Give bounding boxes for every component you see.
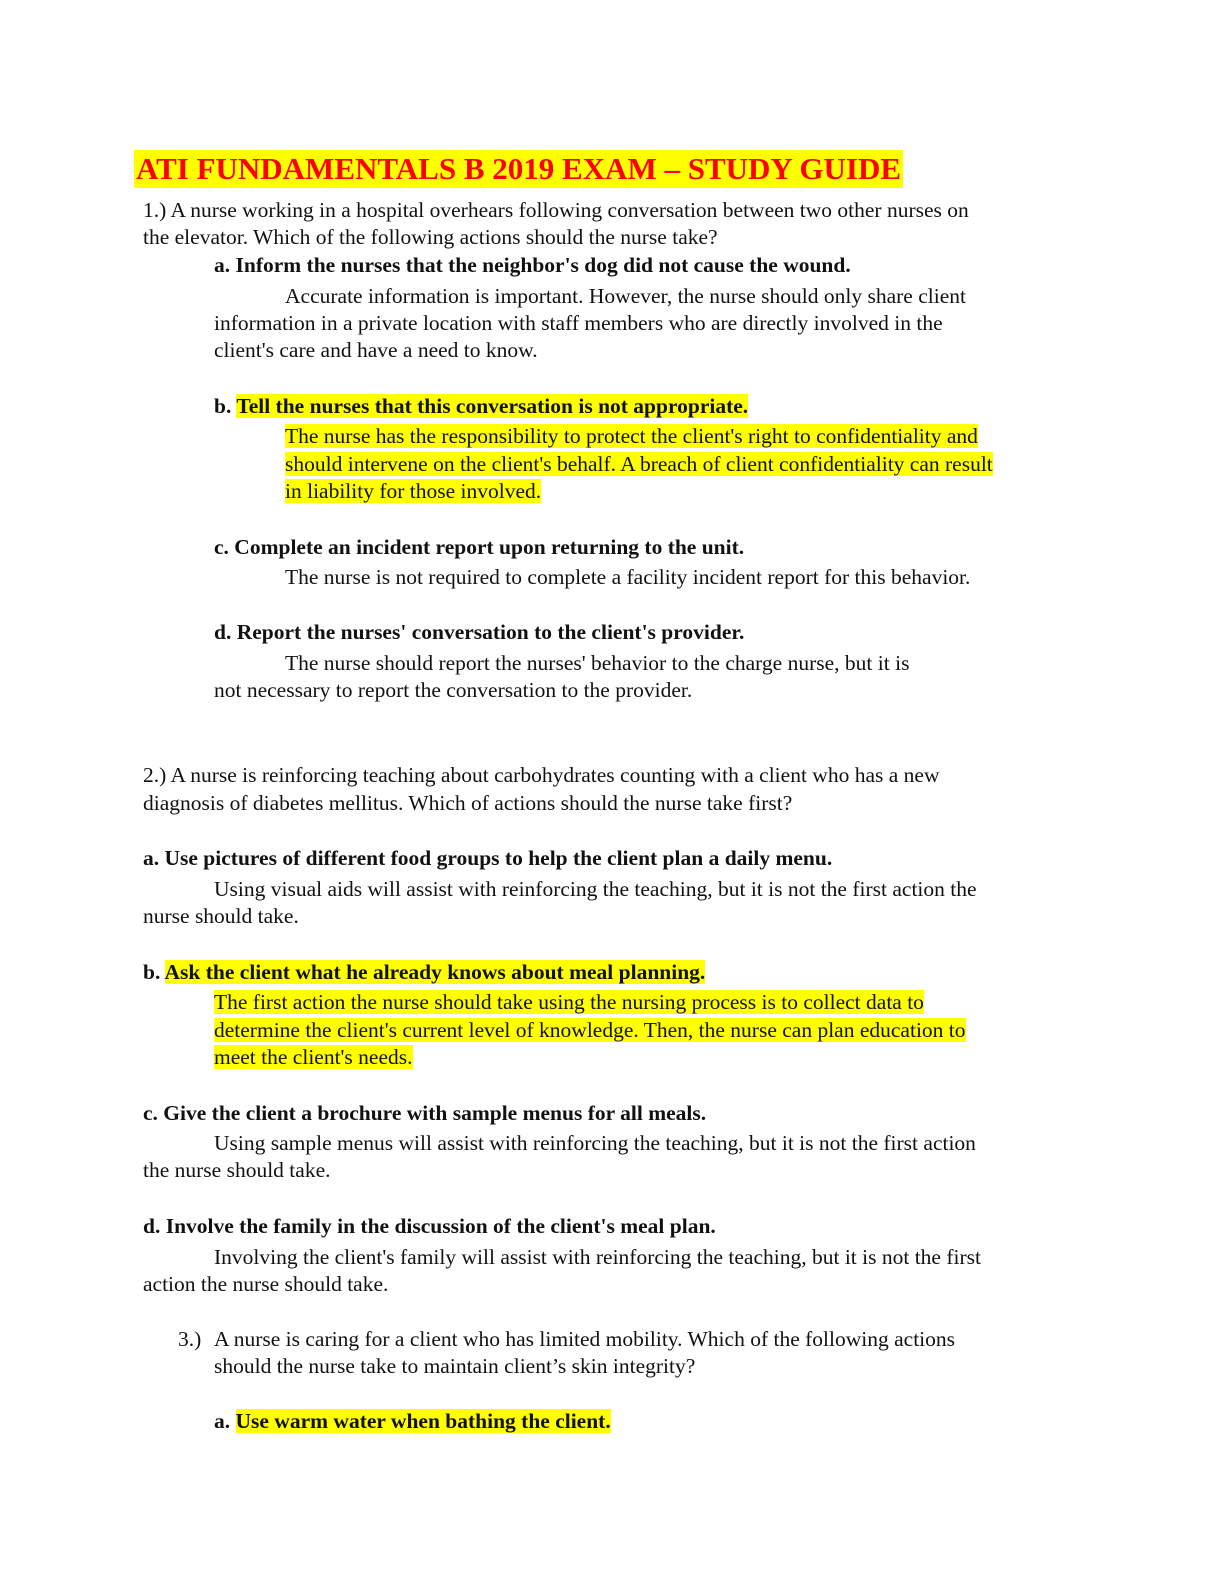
q2-option-a-rationale-1: Using visual aids will assist with reinforcing the teaching, but it is not the first action the bbox=[214, 877, 977, 901]
q2-option-a-label: a. bbox=[143, 846, 165, 870]
q3-stem-line-1: A nurse is caring for a client who has limited mobility. Which of the following actions bbox=[214, 1327, 956, 1351]
q1-option-b-rationale-3: in liability for those involved. bbox=[285, 479, 542, 503]
document-title: ATI FUNDAMENTALS B 2019 EXAM – STUDY GUIDE bbox=[136, 151, 902, 186]
q1-option-d-text: Report the nurses' conversation to the client's provider. bbox=[236, 620, 745, 644]
q1-option-d bbox=[214, 619, 744, 645]
q2-option-c-rationale-2: the nurse should take. bbox=[143, 1158, 331, 1182]
q3-option-a-label: a. bbox=[214, 1409, 236, 1433]
q1-option-b-text: Tell the nurses that this conversation is not appropriate. bbox=[236, 394, 749, 418]
q1-stem-line-1: 1.) A nurse working in a hospital overhears following conversation between two other nurses on bbox=[143, 198, 969, 222]
q1-option-d-rationale-1: The nurse should report the nurses' behavior to the charge nurse, but it is bbox=[285, 651, 910, 675]
q1-option-b-rationale-2: should intervene on the client's behalf. A breach of client confidentiality can result bbox=[285, 452, 993, 476]
q2-option-d-rationale-1: Involving the client's family will assist with reinforcing the teaching, but it is not the first bbox=[214, 1245, 981, 1269]
q3-stem-line-2: should the nurse take to maintain client’s skin integrity? bbox=[214, 1354, 696, 1378]
q2-stem-line-2: diagnosis of diabetes mellitus. Which of actions should the nurse take first? bbox=[143, 791, 793, 815]
q2-option-b bbox=[143, 959, 705, 985]
q2-stem-line-1: 2.) A nurse is reinforcing teaching about carbohydrates counting with a client who has a new bbox=[143, 763, 940, 787]
q2-option-c-rationale-1: Using sample menus will assist with reinforcing the teaching, but it is not the first action bbox=[214, 1131, 976, 1155]
q3-option-a-text: Use warm water when bathing the client. bbox=[235, 1409, 611, 1433]
q1-option-c-label: c. bbox=[214, 535, 235, 559]
q2-option-b-rationale-1: The first action the nurse should take using the nursing process is to collect data to bbox=[214, 990, 924, 1014]
q2-option-b-label: b. bbox=[143, 960, 165, 984]
q1-option-c-rationale-1: The nurse is not required to complete a facility incident report for this behavior. bbox=[285, 565, 971, 589]
q1-option-d-label: d. bbox=[214, 620, 237, 644]
q3-number: 3.) bbox=[178, 1327, 202, 1351]
q2-option-b-rationale-2: determine the client's current level of knowledge. Then, the nurse can plan education to bbox=[214, 1018, 966, 1042]
q1-option-a-rationale-3: client's care and have a need to know. bbox=[214, 338, 538, 362]
q1-option-c bbox=[214, 534, 744, 560]
q2-option-d-label: d. bbox=[143, 1214, 166, 1238]
q1-option-a bbox=[214, 252, 851, 278]
q2-option-b-rationale-3: meet the client's needs. bbox=[214, 1045, 413, 1069]
q1-option-a-label: a. bbox=[214, 253, 236, 277]
q1-option-a-rationale-2: information in a private location with staff members who are directly involved in the bbox=[214, 311, 943, 335]
q2-option-a-rationale-2: nurse should take. bbox=[143, 904, 299, 928]
q3-option-a bbox=[214, 1408, 611, 1434]
q2-option-c-label: c. bbox=[143, 1101, 164, 1125]
q2-option-a bbox=[143, 845, 832, 871]
q1-option-b bbox=[214, 393, 748, 419]
q2-option-d bbox=[143, 1213, 716, 1239]
q2-option-c bbox=[143, 1100, 706, 1126]
q1-option-c-text: Complete an incident report upon returning to the unit. bbox=[234, 535, 745, 559]
q2-option-d-text: Involve the family in the discussion of the client's meal plan. bbox=[165, 1214, 716, 1238]
q1-option-a-rationale-1: Accurate information is important. However, the nurse should only share client bbox=[285, 284, 966, 308]
q1-option-a-text: Inform the nurses that the neighbor's dog did not cause the wound. bbox=[235, 253, 851, 277]
q1-stem-line-2: the elevator. Which of the following actions should the nurse take? bbox=[143, 225, 718, 249]
q1-option-d-rationale-2: not necessary to report the conversation to the provider. bbox=[214, 678, 693, 702]
q1-option-b-rationale-1: The nurse has the responsibility to protect the client's right to confidentiality and bbox=[285, 424, 978, 448]
q1-option-b-label: b. bbox=[214, 394, 237, 418]
q2-option-a-text: Use pictures of different food groups to help the client plan a daily menu. bbox=[164, 846, 833, 870]
q2-option-b-text: Ask the client what he already knows about meal planning. bbox=[164, 960, 706, 984]
q2-option-d-rationale-2: action the nurse should take. bbox=[143, 1272, 389, 1296]
q2-option-c-text: Give the client a brochure with sample menus for all meals. bbox=[163, 1101, 707, 1125]
